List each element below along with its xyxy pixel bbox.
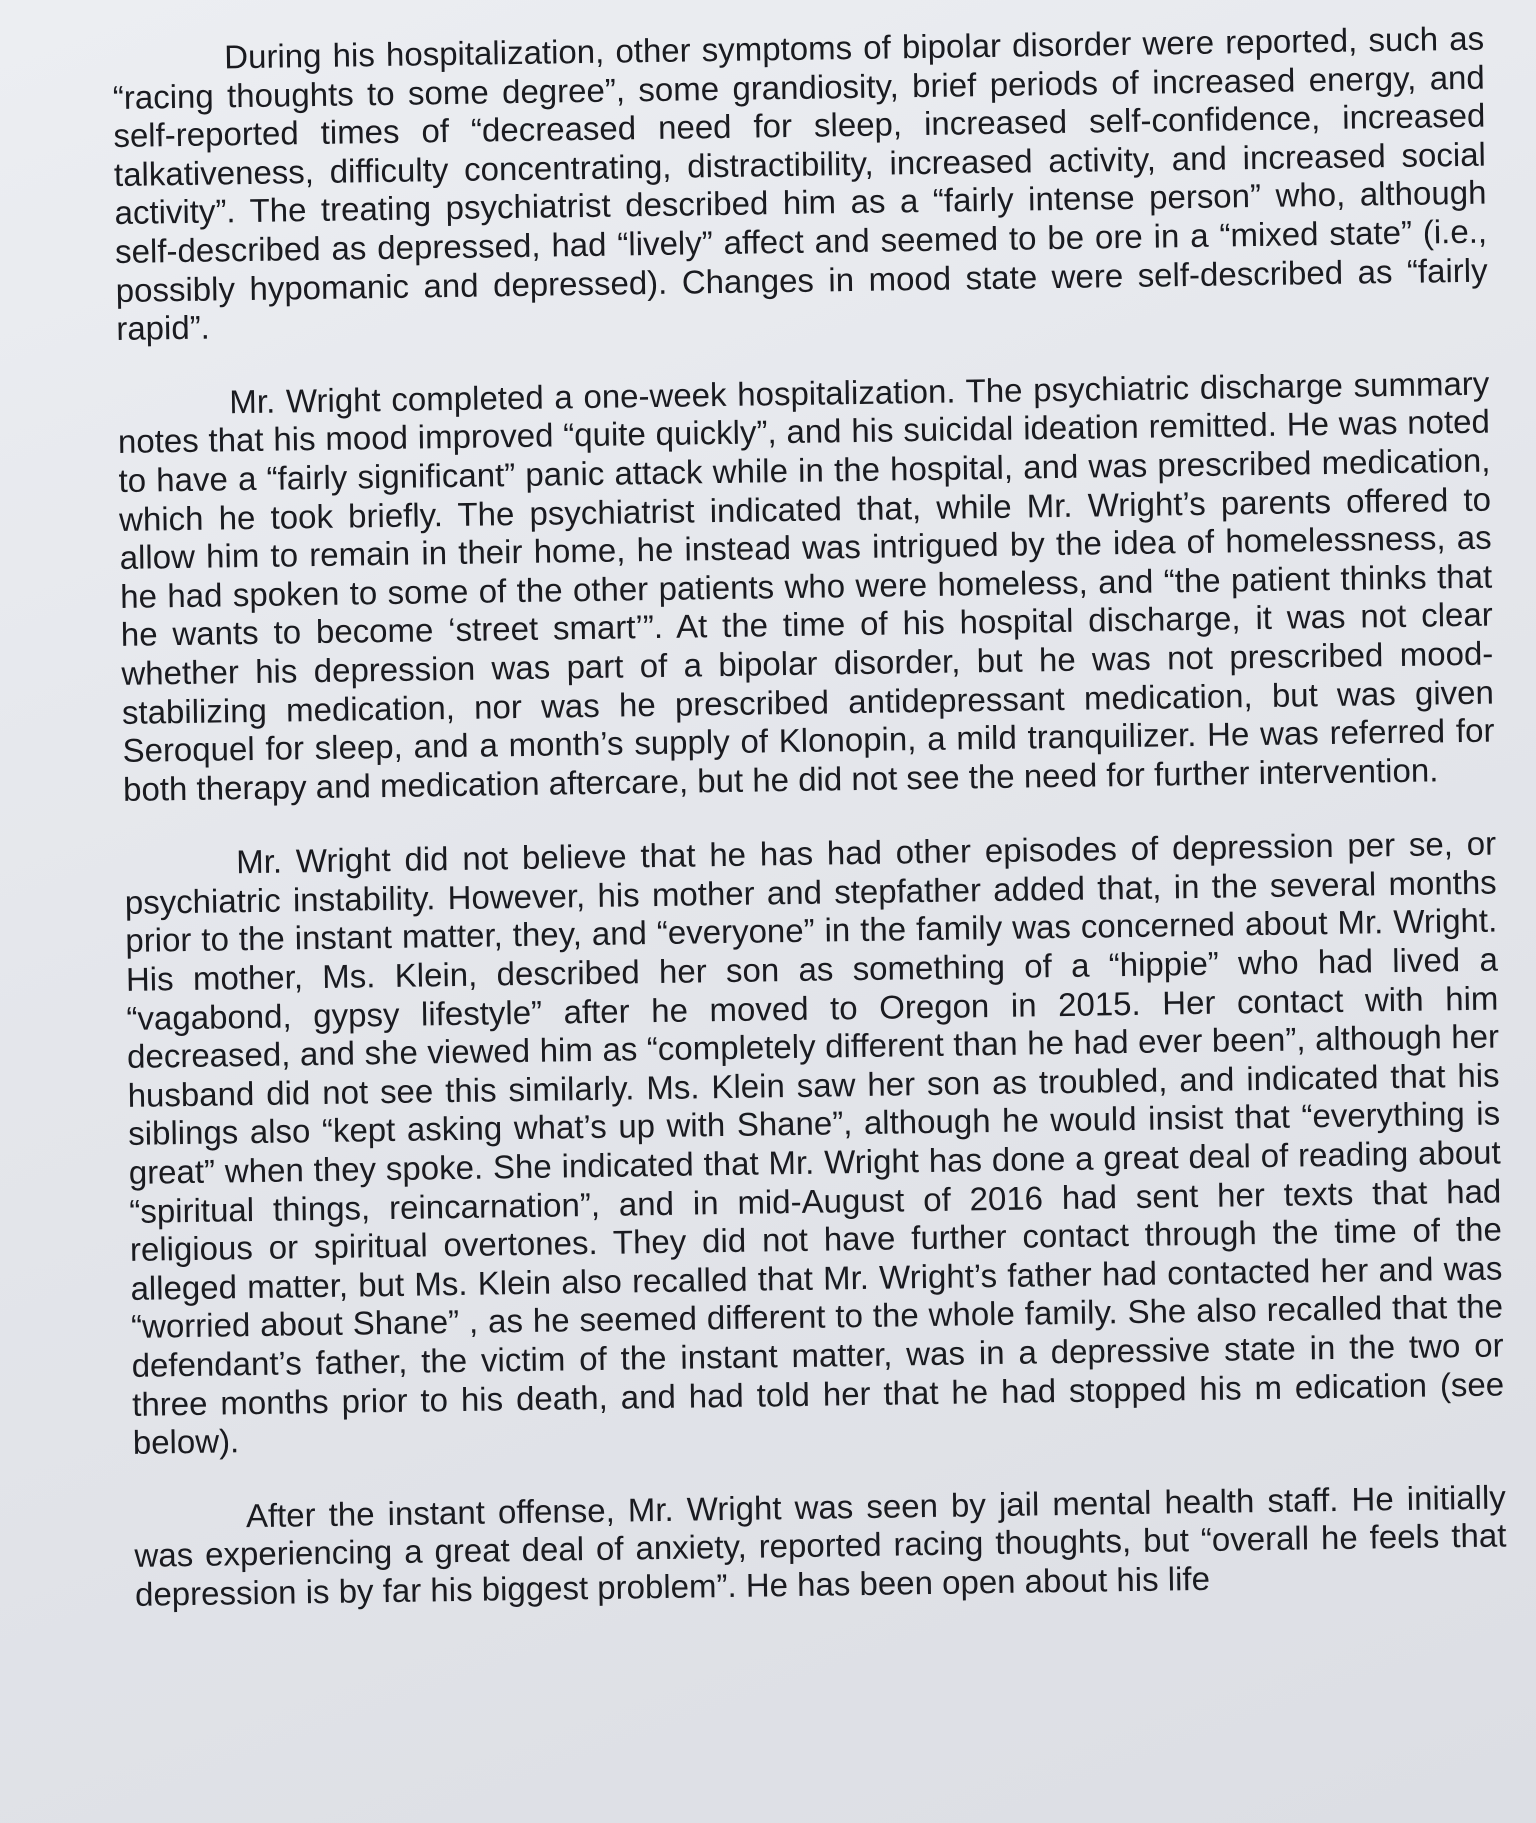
paragraph-discharge-summary: Mr. Wright completed a one-week hospitalization. The psychiatric discharge summary notes that his mood improved “quite quickly”, and his suicidal ideation remitted. He was noted to have a “fairly significant” panic attack while in the hospital, and was prescribed medication, which he took briefly. The psychiatrist indicated that, while Mr. Wright’s parents offered to allow him to remain in their home, he instead was intrigued by the idea of homelessness, as he had spoken to some of the other patients who were homeless, and “the patient thinks that he wants to become ‘street smart’”. At the time of his hospital discharge, it was not clear whether his depression was part of a bipolar disorder, but he was not prescribed mood-stabilizing medication, nor was he prescribed antidepressant medication, but was given Seroquel for sleep, and a month’s supply of Klonopin, a mild tranquilizer. He was referred for both therapy and medication aftercare, but he did not see the need for further intervention. [117, 364, 1495, 808]
paragraph-jail-mental-health: After the instant offense, Mr. Wright was seen by jail mental health staff. He initially was experiencing a great deal of anxiety, reported racing thoughts, but “overall he feels that depression is by far his biggest problem”. He has been open about his life [134, 1478, 1507, 1613]
paragraph-hospitalization-symptoms: During his hospitalization, other symptoms of bipolar disorder were reported, such as “racing thoughts to some degree”, some grandiosity, brief periods of increased energy, and self-reported times of “decreased need for sleep, increased self-confidence, increased talkativeness, difficulty concentrating, distractibility, increased activity, and increased social activity”. The treating psychiatrist described him as a “fairly intense person” who, although self-described as depressed, had “lively” affect and seemed to be ore in a “mixed state” (i.e., possibly hypomanic and depressed). Changes in mood state were self-described as “fairly rapid”. [112, 19, 1488, 348]
paragraph-family-observations: Mr. Wright did not believe that he has had other episodes of depression per se, or psychiatric instability. However, his mother and stepfather added that, in the several months prior to the instant matter, they, and “everyone” in the family was concerned about Mr. Wright. His mother, Ms. Klein, described her son as something of a “hippie” who had lived a “vagabond, gypsy lifestyle” after he moved to Oregon in 2015. Her contact with him decreased, and she viewed him as “completely different than he had ever been”, although her husband did not see this similarly. Ms. Klein saw her son as troubled, and indicated that his siblings also “kept asking what’s up with Shane”, although he would insist that “everything is great” when they spoke. She indicated that Mr. Wright has done a great deal of reading about “spiritual things, reincarnation”, and in mid-August of 2016 had sent her texts that had religious or spiritual overtones. They did not have further contact through the time of the alleged matter, but Ms. Klein also recalled that Mr. Wright’s father had contacted her and was “worried about Shane” , as he seemed different to the whole family. She also recalled that the defendant’s father, the victim of the instant matter, was in a depressive state in the two or three months prior to his death, and had told her that he had stopped his m edication (see below). [124, 824, 1505, 1462]
document-body [112, 20, 1507, 1615]
